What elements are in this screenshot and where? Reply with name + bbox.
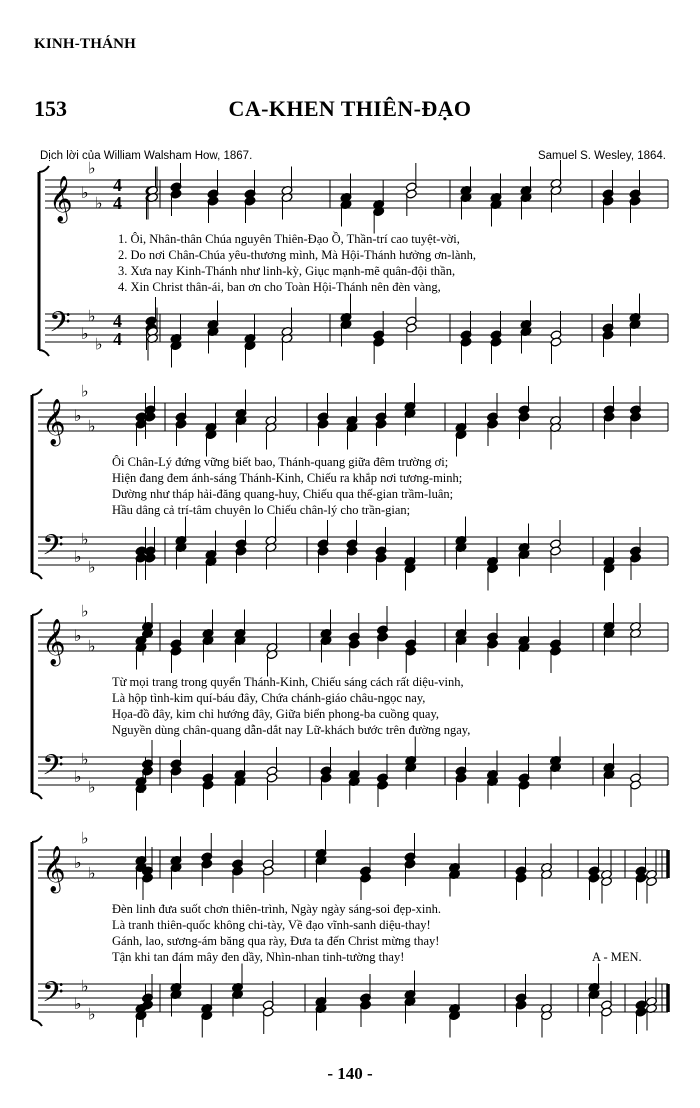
flat-icon: ♭: [88, 557, 96, 577]
flat-icon: ♭: [74, 626, 82, 645]
lyric-line: Tận khi tan đám mây đen dầy, Nhìn-nhan tinh-tường thay!: [112, 950, 405, 964]
amen-text: A - MEN.: [592, 950, 642, 964]
flat-icon: ♭: [88, 777, 96, 797]
flat-icon: ♭: [95, 193, 103, 213]
bass-time-top: 4: [113, 311, 122, 331]
treble-time-top: 4: [113, 175, 122, 195]
flat-icon: ♭: [88, 1004, 96, 1024]
lyric-line: 3. Xưa nay Kinh-Thánh như linh-kỳ, Giục mạnh-mẽ quân-đội thần,: [118, 264, 456, 278]
flat-icon: ♭: [74, 406, 82, 425]
composer-credit: Samuel S. Wesley, 1864.: [537, 150, 666, 162]
bass-clef-icon: 𝄢: [42, 749, 64, 789]
page-number: - 140 -: [327, 1064, 373, 1083]
translator-credit: Dịch lời của William Walsham How, 1867.: [40, 150, 253, 162]
book-header: KINH-THÁNH: [34, 36, 137, 52]
flat-icon: ♭: [88, 160, 96, 178]
lyric-line: Họa-đồ đây, kim chỉ hướng đây, Giữa biển phong-ba cuồng quay,: [112, 707, 440, 721]
flat-icon: ♭: [88, 636, 96, 656]
lyric-line: Từ mọi trang trong quyển Thánh-Kinh, Chiếu sáng cách rất diệu-vinh,: [112, 675, 464, 689]
system-1: [0, 160, 700, 375]
bass-clef-icon: 𝄢: [42, 976, 64, 1016]
bracket-hook-bottom: [32, 1020, 42, 1026]
flat-icon: ♭: [74, 994, 82, 1013]
system-3: [0, 603, 700, 818]
system-2: [0, 383, 700, 598]
lyric-line: Ôi Chân-Lý đứng vững biết bao, Thánh-quang giữa đêm trường ơi;: [112, 455, 449, 469]
flat-icon: ♭: [81, 976, 89, 996]
flat-icon: ♭: [88, 863, 96, 883]
flat-icon: ♭: [81, 749, 89, 769]
treble-clef-icon: 𝄞: [49, 176, 73, 222]
bracket-hook-bottom: [39, 350, 49, 356]
flat-icon: ♭: [88, 306, 96, 326]
bass-time-bottom: 4: [113, 329, 122, 349]
flat-icon: ♭: [74, 853, 82, 872]
lyric-line: Là tranh thiên-quốc không chi-tày, Về đạo vĩnh-sanh diệu-thay!: [112, 918, 431, 932]
lyric-line: 4. Xin Christ thân-ái, ban ơn cho Toàn Hội-Thánh nên đèn vàng,: [118, 280, 441, 294]
bass-clef-icon: 𝄢: [49, 306, 71, 346]
bass-clef-icon: 𝄢: [42, 529, 64, 569]
bracket-hook-top: [32, 836, 42, 842]
treble-time-bottom: 4: [113, 193, 122, 213]
bracket-hook-top: [32, 389, 42, 395]
flat-icon: ♭: [88, 416, 96, 436]
flat-icon: ♭: [95, 334, 103, 354]
flat-icon: ♭: [74, 547, 82, 566]
flat-icon: ♭: [81, 529, 89, 549]
flat-icon: ♭: [81, 603, 89, 621]
treble-clef-icon: 𝄞: [42, 399, 66, 445]
bracket-hook-bottom: [32, 573, 42, 579]
treble-clef-icon: 𝄞: [42, 619, 66, 665]
lyric-line: Hiện đang đem ánh-sáng Thánh-Kinh, Chiếu ra khắp nơi tương-minh;: [112, 471, 463, 485]
flat-icon: ♭: [81, 183, 89, 202]
bracket-hook-bottom: [32, 793, 42, 799]
lyric-line: Dường như tháp hải-đăng quang-huy, Chiếu qua thế-gian trầm-luân;: [112, 487, 454, 501]
flat-icon: ♭: [81, 324, 89, 343]
lyric-line: Là hộp tình-kim quí-báu đây, Chứa chánh-giáo châu-ngọc nay,: [112, 691, 426, 705]
hymn-title: CA-KHEN THIÊN-ĐẠO: [228, 96, 472, 121]
lyric-line: Đèn linh đưa suốt chơn thiên-trình, Ngày ngày sáng-soi đẹp-xinh.: [112, 902, 441, 916]
lyric-line: 2. Do nơi Chân-Chúa yêu-thương mình, Mà Hội-Thánh hưởng ơn-lành,: [118, 248, 476, 262]
flat-icon: ♭: [74, 767, 82, 786]
lyric-line: Hầu dâng cả trí-tâm chuyên lo Chiếu chân-lý cho trần-gian;: [112, 503, 411, 517]
lyric-line: Nguyền dùng chân-quang dẫn-dắt nay Lữ-khách bước trên đường ngay,: [112, 723, 471, 737]
lyric-line: 1. Ôi, Nhân-thân Chúa nguyên Thiên-Đạo Ồ, Thần-trí cao tuyệt-vời,: [118, 232, 460, 246]
bracket-hook-top: [39, 166, 49, 172]
bracket-hook-top: [32, 609, 42, 615]
flat-icon: ♭: [81, 383, 89, 401]
lyric-line: Gánh, lao, sương-ám băng qua rày, Đưa ta đến Christ mừng thay!: [112, 934, 440, 948]
hymn-number: 153: [34, 96, 67, 121]
treble-clef-icon: 𝄞: [42, 846, 66, 892]
system-4: [0, 830, 700, 1045]
flat-icon: ♭: [81, 830, 89, 848]
